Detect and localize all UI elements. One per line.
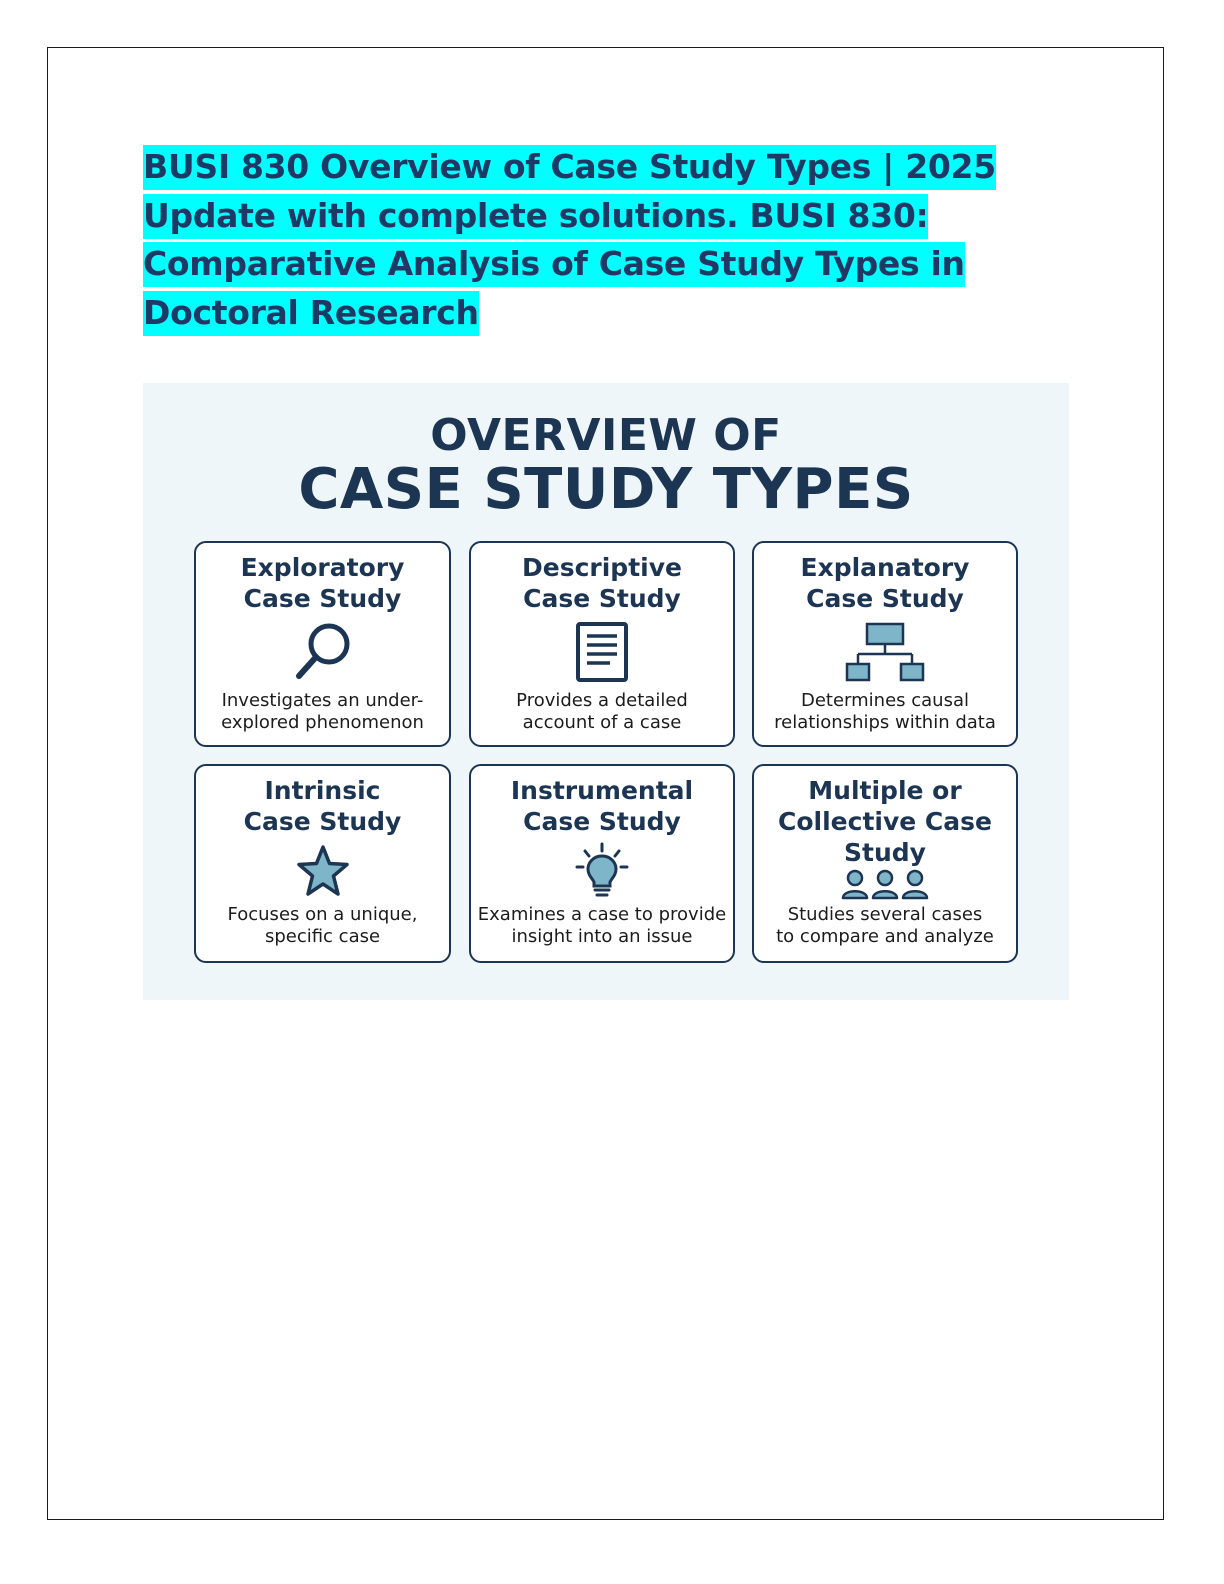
card-title: Intrinsic Case Study xyxy=(243,776,402,836)
hierarchy-icon xyxy=(843,622,927,684)
card-description: Investigates an under- explored phenomenon xyxy=(221,690,424,733)
card-title: Descriptive Case Study xyxy=(522,553,682,613)
infographic-title-line2: CASE STUDY TYPES xyxy=(298,457,914,522)
star-icon xyxy=(295,844,351,898)
card-title: Explanatory Case Study xyxy=(800,553,970,613)
group-icon xyxy=(840,869,930,901)
card-title: Multiple or Collective Case Study xyxy=(778,776,992,867)
card-description: Examines a case to provide insight into an issue xyxy=(477,904,727,947)
card-multiple-collective xyxy=(752,764,1018,963)
magnifier-icon xyxy=(291,620,355,684)
infographic-title-line1: OVERVIEW OF xyxy=(430,410,782,461)
lightbulb-icon xyxy=(574,842,630,900)
document-icon xyxy=(574,621,630,683)
card-description: Provides a detailed account of a case xyxy=(516,690,688,733)
card-intrinsic xyxy=(194,764,451,963)
card-instrumental xyxy=(469,764,735,963)
card-description: Focuses on a unique, specific case xyxy=(227,904,418,947)
document-title-text: BUSI 830 Overview of Case Study Types | 2025 Update with complete solutions. BUSI 830: Comparative Analysis of Case Study Types in Doctoral Research xyxy=(143,145,996,336)
card-description: Determines causal relationships within data xyxy=(774,690,996,733)
case-study-infographic xyxy=(143,383,1069,1000)
card-title: Instrumental Case Study xyxy=(510,776,694,836)
card-description: Studies several cases to compare and analyze xyxy=(776,904,994,947)
document-title xyxy=(143,143,1083,337)
card-title: Exploratory Case Study xyxy=(240,553,405,613)
card-exploratory xyxy=(194,541,451,747)
card-explanatory xyxy=(752,541,1018,747)
card-descriptive xyxy=(469,541,735,747)
